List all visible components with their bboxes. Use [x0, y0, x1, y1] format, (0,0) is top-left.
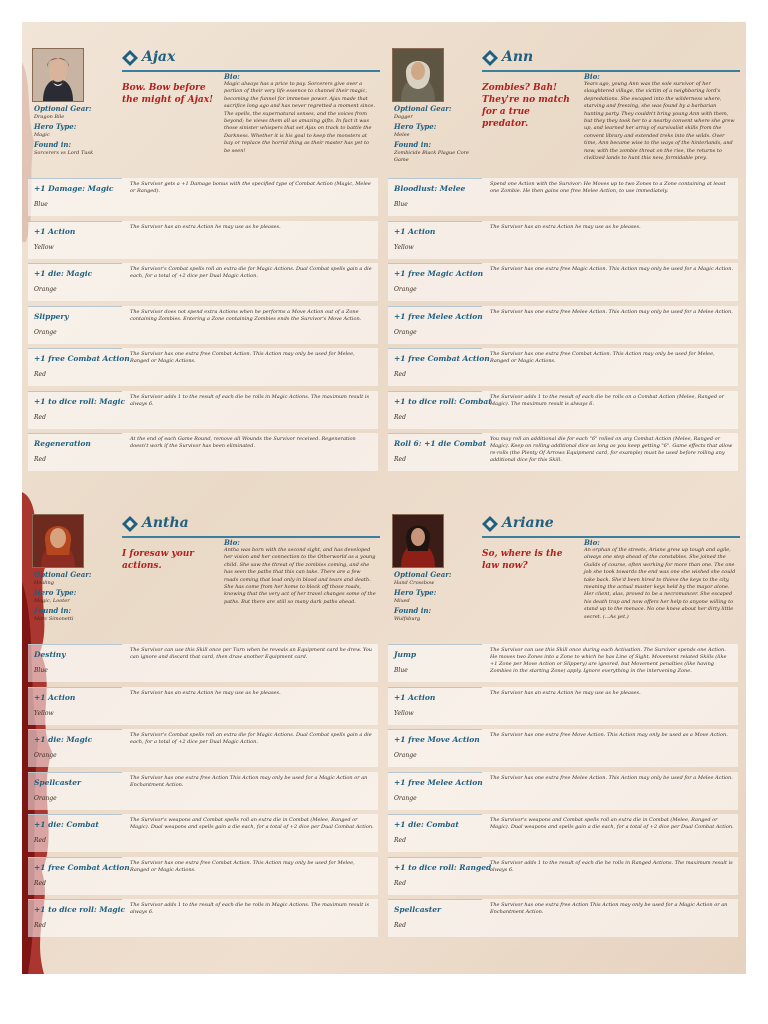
skill-row: [28, 644, 378, 682]
survivor-quote: Zombies? Bah! They're no match for a true predator.: [482, 83, 570, 129]
skill-level-color: Orange: [394, 794, 417, 802]
hero-type-value: Magic, Looter: [34, 598, 70, 604]
skill-description: The Survivor has one extra free Combat Action. This Action may only be used for Melee, Ranged or Magic Actions.: [130, 859, 355, 873]
survivor-portrait: [32, 514, 84, 568]
skill-description: The Survivor has an extra Action he may use as he pleases.: [130, 223, 281, 230]
portrait-image: [393, 515, 443, 567]
skill-description: The Survivor has one extra free Action This Action may only be used for a Magic Action or an Enchantment Action.: [490, 902, 728, 915]
skill-box: [388, 221, 482, 260]
skill-level-color: Red: [34, 371, 46, 378]
survivor-bio: Magic always has a price to pay. Sorcerers give over a portion of their very life essence to channel their magic, becoming the funnel for immense power. Ajax made that sacrifice long ago and has never regretted a moment since. The spells, the supernatural senses, and the voices from beyond; he views them all as amazing gifts. In fact it was those sinister whispers that set Ajax on track to battle the Darkness. Whether it is his goal to keep the monsters at bay or replace the horrid thing as their master has yet to be seen!: [224, 81, 375, 154]
skill-description: The Survivor has one extra free Combat Action. This Action may only be used for Melee, Ranged or Magic Actions.: [130, 351, 355, 364]
skill-level-color: Red: [394, 413, 406, 421]
skill-name: +1 die: Combat: [34, 820, 99, 829]
skill-box: [388, 687, 482, 726]
survivor-card-ann: [388, 34, 738, 500]
skill-description: You may roll an additional die for each "6" rolled on any Combat Action (Melee, Ranged or Magic). Keep on rolling additional dice as long as you keep getting "6". Game effects that allow re-rolls (the Plenty Of Arrows Equipment card, for example) must be used before rolling any additional dice for this Skill.: [490, 436, 733, 463]
diamond-emblem-icon: [482, 50, 498, 66]
skill-level-color: Blue: [394, 201, 408, 208]
skill-name: +1 Damage: Magic: [34, 184, 114, 193]
skill-name: +1 Action: [34, 692, 76, 702]
skill-description: The Survivor has one extra free Magic Action. This Action may only be used for a Magic Action.: [490, 266, 734, 272]
skill-level-color: Red: [394, 922, 406, 929]
portrait-image: [33, 49, 83, 101]
skill-name: Jump: [394, 650, 417, 659]
survivor-bio: Years ago, young Ann was the sole survivor of her slaughtered village, the victim of a neighboring lord's depredations. She escaped into the wilderness where, starving and freezing, she was found by a barbarian hunting party. They couldn't bring young Ann with them, but they they took her to a nearby convent where she grew up, and learned her array of survivalist skills from the convent library and extended treks into the wilds. Over time, Ann became wise to the ways of the hinterlands, and now, with the zombie threat on the rise, the returns to civilized lands to hunt this new, formidable prey.: [584, 81, 735, 162]
skill-row: [388, 729, 738, 767]
skill-level-color: Red: [34, 456, 46, 463]
skill-row: [28, 687, 378, 725]
bio-label: Bio:: [584, 72, 600, 81]
skill-level-color: Red: [34, 922, 46, 929]
optional-gear-value: Hand Crossbow: [394, 580, 435, 586]
skill-box: [388, 644, 482, 683]
skill-name: +1 to dice roll: Magic: [34, 905, 126, 914]
skill-name: +1 die: Magic: [34, 269, 93, 278]
bio-label: Bio:: [224, 72, 240, 81]
survivor-name: Ariane: [502, 515, 554, 531]
skill-box: [28, 221, 122, 260]
skill-level-color: Yellow: [394, 709, 414, 717]
skill-name: Regeneration: [34, 439, 91, 448]
found-in-label: Found in:: [34, 140, 72, 149]
skill-name: +1 free Move Action: [394, 735, 480, 744]
skill-row: [28, 899, 378, 937]
skill-name: +1 Action: [394, 226, 436, 236]
skill-box: [28, 391, 126, 430]
skill-name: +1 die: Magic: [34, 735, 93, 744]
skill-description: The Survivor can use this Skill once during each Activation. The Survivor spends one Action. He moves two Zones into a Zone to which he has Line of Sight. Movement related Skills (like +1 Zone per Move Action or Slippery) are ignored, but Movement penalties (like having Zombies in the starting Zone) apply. Ignore everything in the intervening Zone.: [490, 647, 727, 674]
skill-name: +1 free Magic Action: [394, 269, 484, 278]
skill-name: +1 free Combat Action: [34, 354, 130, 363]
survivor-name-row: [482, 514, 740, 538]
skill-level-color: Yellow: [394, 243, 414, 251]
survivor-portrait: [392, 514, 444, 568]
skill-name: +1 free Melee Action: [394, 777, 483, 787]
skill-description: The Survivor adds 1 to the result of each die he rolls in Magic Actions. The maximum result is always 6.: [130, 902, 370, 915]
skill-description: At the end of each Game Round, remove all Wounds the Survivor received. Regeneration doesn't work if the Survivor has been eliminated.: [130, 436, 356, 449]
diamond-emblem-icon: [122, 516, 138, 532]
skill-box: [388, 348, 490, 387]
optional-gear-value: Dragon Bile: [34, 114, 65, 120]
skill-description: The Survivor has one extra free Combat Action. This Action may only be used for Melee, Ranged or Magic Actions.: [490, 351, 715, 364]
survivor-card-antha: [28, 500, 378, 966]
skill-name: Bloodlust: Melee: [394, 184, 466, 193]
found-in-value: Marc Simonetti: [34, 616, 74, 622]
skill-name: +1 free Combat Action: [394, 354, 490, 363]
skill-box: [28, 899, 126, 938]
hero-type-value: Mixed: [394, 598, 410, 604]
survivor-name-row: [122, 514, 380, 538]
skill-row: [28, 221, 378, 259]
skill-level-color: Orange: [394, 328, 417, 336]
skill-box: [28, 263, 122, 302]
found-in-label: Found in:: [394, 606, 432, 615]
survivor-card-ariane: [388, 500, 738, 966]
skill-level-color: Red: [34, 879, 46, 887]
skill-description: The Survivor has an extra Action he may use as he pleases.: [490, 689, 641, 696]
survivor-card-ajax: [28, 34, 378, 500]
skill-level-color: Orange: [34, 752, 57, 759]
skill-box: [28, 687, 122, 726]
skill-row: [28, 857, 378, 895]
optional-gear-label: Optional Gear:: [394, 104, 452, 113]
skill-row: [388, 644, 738, 682]
skill-name: Slippery: [34, 311, 69, 321]
hero-type-label: Hero Type:: [34, 588, 77, 597]
optional-gear-label: Optional Gear:: [394, 570, 452, 579]
skill-list: [388, 178, 738, 476]
skill-row: [28, 306, 378, 344]
skill-name: +1 free Combat Action: [34, 862, 130, 872]
hero-type-value: Melee: [394, 132, 410, 138]
skill-description: The Survivor's weapons and Combat spells roll an extra die in Combat (Melee, Ranged or Magic). Dual weapons and spells gain a die each, for a total of +2 dice per Dual Combat Action.: [490, 817, 734, 830]
skill-box: [28, 433, 122, 472]
skill-row: [28, 433, 378, 471]
skill-description: The Survivor adds 1 to the result of each die he rolls in Ranged Actions. The maximum result is always 6.: [490, 859, 733, 873]
skill-row: [28, 772, 378, 810]
skill-name: +1 to dice roll: Ranged: [394, 862, 492, 872]
skill-row: [388, 433, 738, 471]
skill-description: The Survivor has one extra free Melee Action. This Action may only be used for a Melee Action.: [490, 308, 733, 315]
bio-label: Bio:: [224, 538, 240, 547]
found-in-value: Zombicide Black Plague Core Game: [394, 150, 469, 163]
optional-gear-label: Optional Gear:: [34, 570, 92, 579]
skill-box: [28, 729, 122, 768]
skill-description: The Survivor's Combat spells roll an extra die for Magic Actions. Dual Combat spells gain a die each, for a total of +2 dice per Dual Magic Action.: [130, 732, 372, 745]
skill-row: [28, 263, 378, 301]
skill-level-color: Orange: [34, 794, 57, 802]
hero-type-value: Magic: [34, 132, 50, 138]
skill-name: Roll 6: +1 die Combat: [394, 439, 487, 448]
found-in-value: Sorcerers vs Lord Tusk: [34, 150, 94, 156]
skill-row: [388, 772, 738, 810]
skill-name: +1 Action: [34, 226, 76, 236]
skill-box: [388, 899, 482, 938]
skill-description: The Survivor gets a +1 Damage bonus with the specified type of Combat Action (Magic, Melee or Ranged).: [130, 181, 371, 194]
diamond-emblem-icon: [482, 516, 498, 532]
skill-description: The Survivor adds 1 to the result of each die he rolls on a Combat Action (Melee, Ranged or Magic). The maximum result is always 6.: [490, 393, 725, 407]
found-in-label: Found in:: [34, 606, 72, 615]
skill-row: [388, 857, 738, 895]
skill-description: The Survivor does not spend extra Actions when he performs a Move Action out of a Zone containing Zombies. Entering a Zone containing Zombies ends the Survivor's Move Action.: [130, 308, 362, 322]
survivor-name: Ann: [502, 49, 534, 65]
skill-row: [388, 221, 738, 259]
skill-level-color: Orange: [394, 752, 417, 759]
hero-type-label: Hero Type:: [34, 122, 77, 131]
diamond-emblem-icon: [122, 50, 138, 66]
skill-description: Spend one Action with the Survivor: He Moves up to two Zones to a Zone containing at least one Zombie. He then gains one free Melee Action, to use immediately.: [490, 181, 726, 194]
survivor-name-row: [122, 48, 380, 72]
skill-name: +1 free Melee Action: [394, 311, 483, 321]
skill-level-color: Red: [394, 837, 406, 844]
portrait-image: [393, 49, 443, 101]
skill-level-color: Orange: [394, 286, 417, 293]
skill-level-color: Red: [394, 879, 406, 887]
skill-box: [28, 814, 122, 853]
skill-row: [388, 687, 738, 725]
skill-box: [388, 391, 492, 430]
survivor-sheet: [22, 22, 746, 974]
skill-description: The Survivor has an extra Action he may use as he pleases.: [490, 223, 641, 230]
skill-row: [388, 178, 738, 216]
skill-description: The Survivor adds 1 to the result of each die he rolls in Magic Actions. The maximum result is always 6.: [130, 393, 370, 407]
skill-level-color: Orange: [34, 286, 57, 293]
skill-row: [388, 263, 738, 301]
skill-box: [388, 729, 482, 768]
skill-row: [388, 348, 738, 386]
skill-row: [388, 391, 738, 429]
skill-row: [388, 814, 738, 852]
skill-level-color: Red: [34, 413, 46, 421]
survivor-name: Antha: [142, 515, 189, 531]
skill-row: [28, 391, 378, 429]
survivor-portrait: [392, 48, 444, 102]
skill-level-color: Yellow: [34, 709, 54, 717]
skill-box: [388, 857, 492, 896]
found-in-label: Found in:: [394, 140, 432, 149]
found-in-value: Wulfsburg: [394, 616, 421, 622]
skill-name: +1 die: Combat: [394, 820, 459, 829]
hero-type-label: Hero Type:: [394, 122, 437, 131]
survivor-name-row: [482, 48, 740, 72]
skill-box: [388, 178, 482, 217]
skill-level-color: Red: [34, 837, 46, 844]
skill-level-color: Blue: [34, 667, 48, 674]
survivor-quote: So, where is the law now?: [482, 549, 563, 571]
skill-list: [28, 178, 378, 476]
skill-row: [28, 729, 378, 767]
skill-row: [28, 814, 378, 852]
skill-level-color: Blue: [34, 201, 48, 208]
skill-level-color: Red: [394, 456, 406, 463]
skill-description: The Survivor has one extra free Melee Action. This Action may only be used for a Melee Action.: [490, 774, 733, 781]
survivor-bio: An orphan of the streets, Ariane grew up tough and agile, always one step ahead of the constables. She joined the Guilds of course, often working for more than one. The one job she took towards the end was one she wished she could take back. She'd been hired to thieve the keys to the city, meaning the actual master keys held by the mayor alone. Her client, alas, proved to be a necromancer. She escaped his death trap and now offers her help to anyone willing to stand up to the menace. No one knew about her dirty little secret. (...As yet.): [584, 547, 736, 620]
skill-description: The Survivor's Combat spells roll an extra die for Magic Actions. Dual Combat spells gain a die each, for a total of +2 dice per Dual Magic Action.: [130, 266, 372, 279]
skill-row: [388, 899, 738, 937]
optional-gear-label: Optional Gear:: [34, 104, 92, 113]
optional-gear-value: Healing: [34, 580, 54, 586]
skill-description: The Survivor's weapons and Combat spells roll an extra die in Combat (Melee, Ranged or Magic). Dual weapons and spells gain a die each, for a total of +2 dice per Dual Combat Action.: [130, 817, 374, 830]
skill-name: Spellcaster: [34, 777, 81, 787]
skill-level-color: Yellow: [34, 243, 54, 251]
skill-box: [388, 433, 487, 472]
survivor-quote: I foresaw your actions.: [122, 549, 194, 571]
skill-description: The Survivor can use this Skill once per Turn when he reveals an Equipment card he drew. You can ignore and discard that card, then draw another Equipment card.: [130, 647, 372, 660]
survivor-portrait: [32, 48, 84, 102]
skill-description: The Survivor has one extra free Move Action. This Action may only be used as a Move Action.: [490, 732, 728, 738]
skill-level-color: Blue: [394, 667, 408, 674]
skill-box: [388, 772, 482, 811]
skill-name: +1 Action: [394, 692, 436, 702]
skill-list: [28, 644, 378, 942]
survivor-bio: Antha was born with the second sight, and has developed her vision and her connection to the Otherworld as a young child. She saw the threat of the zombies coming, and she has seen the paths that this can take. There are a few roads coming that lead only in blood and tears and death. She has come from her home to block off those roads, knowing that the very act of her travel changes some of the paths. But there are still so many dark paths ahead.: [224, 547, 376, 605]
skill-box: [28, 348, 130, 387]
skill-box: [388, 814, 482, 853]
skill-description: The Survivor has one extra free Action This Action may only be used for a Magic Action or an Enchantment Action.: [130, 774, 368, 788]
skill-row: [388, 306, 738, 344]
survivor-name: Ajax: [142, 49, 176, 65]
skill-list: [388, 644, 738, 942]
skill-box: [388, 263, 482, 302]
portrait-image: [33, 515, 83, 567]
survivor-quote: Bow. Bow before the might of Ajax!: [122, 83, 214, 105]
skill-level-color: Orange: [34, 328, 57, 336]
skill-name: +1 to dice roll: Combat: [394, 396, 492, 406]
bio-label: Bio:: [584, 538, 600, 547]
skill-row: [28, 348, 378, 386]
skill-box: [28, 178, 122, 217]
skill-box: [28, 857, 130, 896]
hero-type-label: Hero Type:: [394, 588, 437, 597]
optional-gear-value: Dagger: [394, 114, 413, 120]
skill-name: Spellcaster: [394, 905, 441, 914]
skill-description: The Survivor has an extra Action he may use as he pleases.: [130, 689, 281, 696]
skill-name: Destiny: [34, 650, 66, 659]
skill-box: [28, 772, 122, 811]
skill-row: [28, 178, 378, 216]
skill-level-color: Red: [394, 371, 406, 378]
skill-name: +1 to dice roll: Magic: [34, 396, 126, 406]
skill-box: [28, 306, 122, 345]
skill-box: [388, 306, 482, 345]
skill-box: [28, 644, 122, 683]
